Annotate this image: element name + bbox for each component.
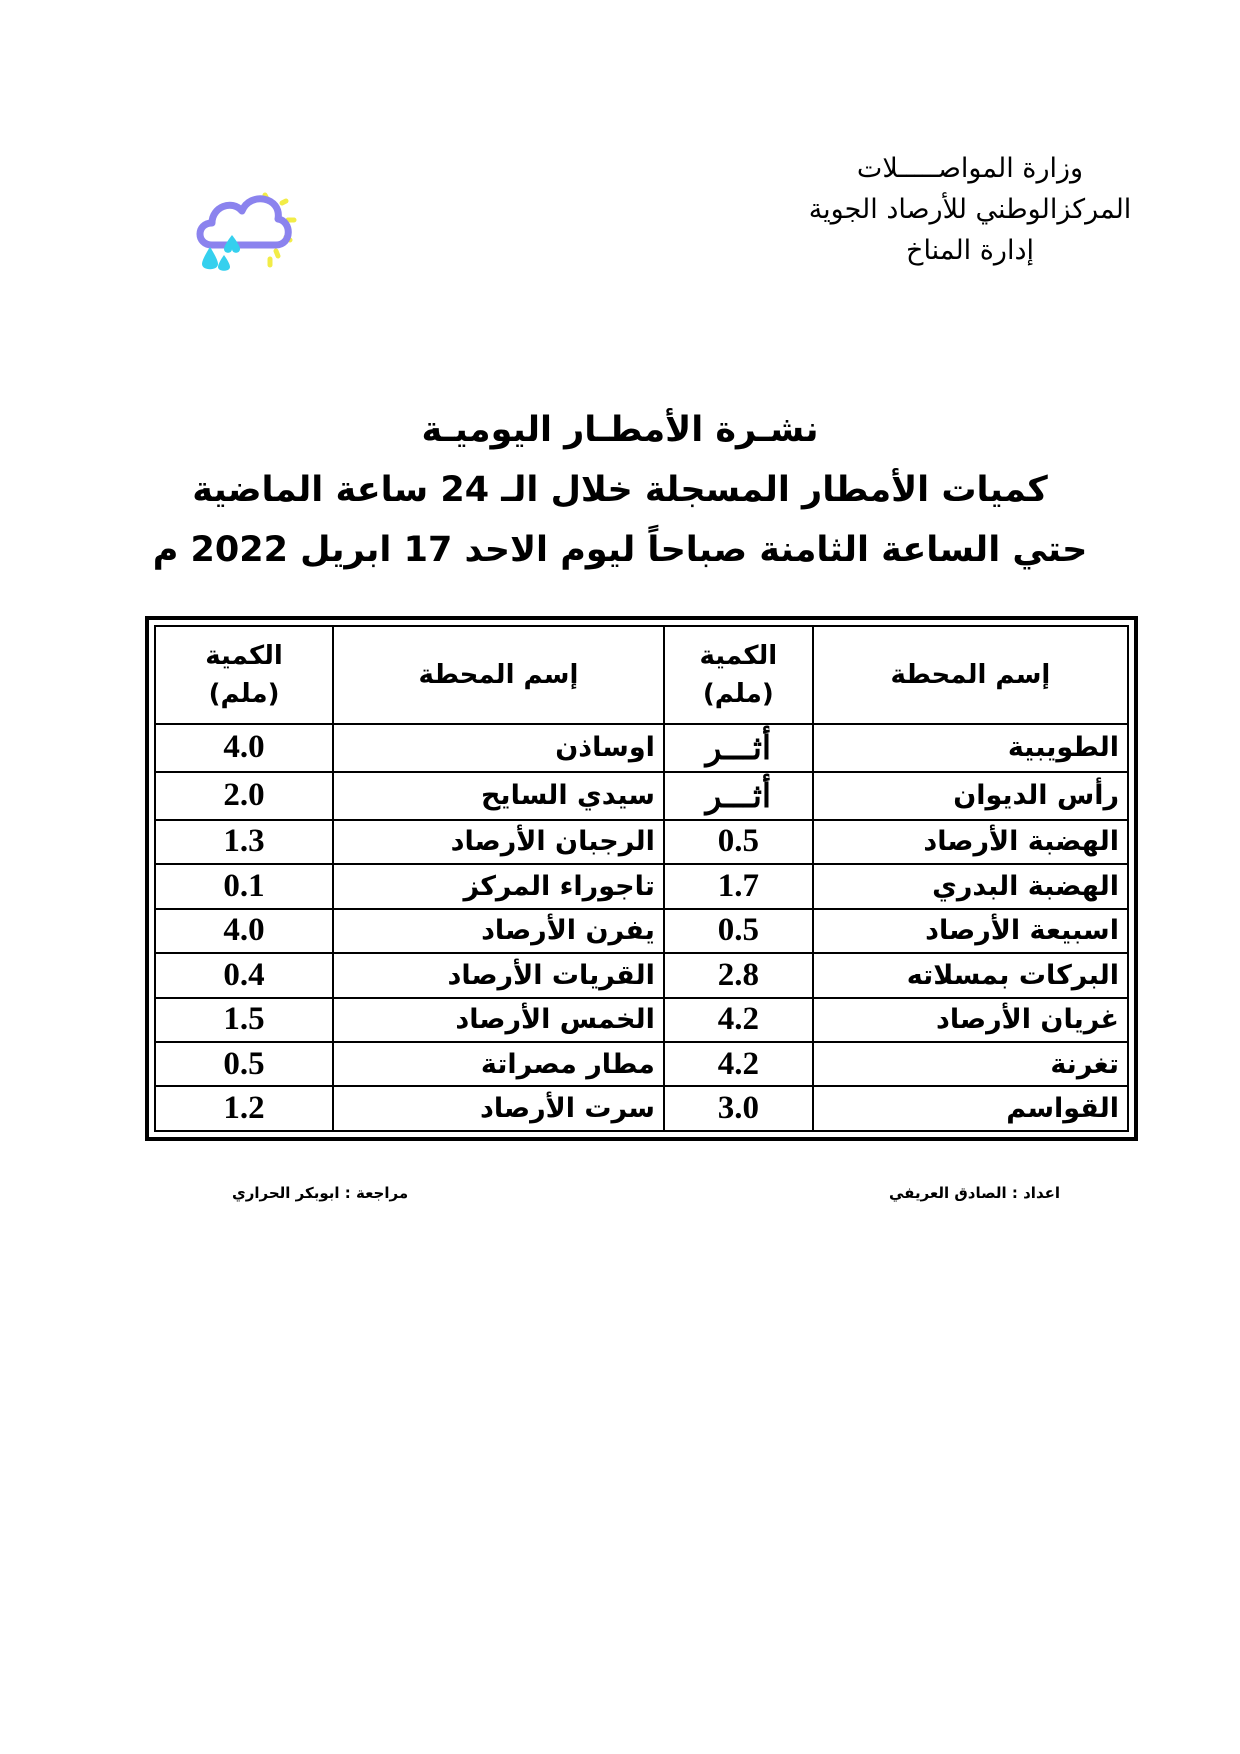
rain-amount: 0.4 [155, 953, 333, 997]
rain-amount: 4.2 [664, 1042, 813, 1086]
station-name: مطار مصراتة [333, 1042, 664, 1086]
station-name: القواسم [813, 1086, 1128, 1131]
cloud-rain-sun-icon [190, 185, 315, 285]
department-name: إدارة المناخ [906, 235, 1034, 266]
station-name: القريات الأرصاد [333, 953, 664, 997]
rain-amount: أثـــر [664, 724, 813, 772]
station-name: تغرنة [813, 1042, 1128, 1086]
table-row [155, 772, 1128, 820]
station-name: يفرن الأرصاد [333, 909, 664, 953]
station-name: الطويبية [813, 724, 1128, 772]
station-name: الهضبة البدري [813, 864, 1128, 908]
center-name: المركزالوطني للأرصاد الجوية [808, 194, 1132, 225]
bulletin-date-line: حتي الساعة الثامنة صباحاً ليوم الاحد 17 ابريل 2022 م [152, 530, 1088, 570]
table-row [155, 953, 1128, 997]
table-row [155, 909, 1128, 953]
rain-amount: 0.5 [664, 909, 813, 953]
rain-amount: 4.2 [664, 998, 813, 1042]
station-name: الرجبان الأرصاد [333, 820, 664, 864]
table-row [155, 864, 1128, 908]
rain-amount: 1.7 [664, 864, 813, 908]
station-name: اسبيعة الأرصاد [813, 909, 1128, 953]
header-amount-b [155, 626, 333, 724]
rain-amount: 3.0 [664, 1086, 813, 1131]
rain-amount: 0.5 [155, 1042, 333, 1086]
station-name: غريان الأرصاد [813, 998, 1128, 1042]
header-station-a: إسم المحطة [813, 626, 1128, 724]
rain-amount: أثـــر [664, 772, 813, 820]
rain-amount: 4.0 [155, 909, 333, 953]
rain-amount: 0.1 [155, 864, 333, 908]
table-header-row [155, 626, 1128, 724]
station-name: سرت الأرصاد [333, 1086, 664, 1131]
station-name: سيدي السايح [333, 772, 664, 820]
header-station-b: إسم المحطة [333, 626, 664, 724]
prepared-by: اعداد : الصادق العريفي [888, 1184, 1060, 1202]
header-amount-unit: (ملم) [208, 679, 280, 709]
header-amount-a [664, 626, 813, 724]
rain-amount: 1.5 [155, 998, 333, 1042]
rainfall-table-frame [145, 616, 1138, 1141]
station-name: الخمس الأرصاد [333, 998, 664, 1042]
rain-amount: 1.3 [155, 820, 333, 864]
station-name: البركات بمسلاته [813, 953, 1128, 997]
table-row [155, 1086, 1128, 1131]
table-row [155, 1042, 1128, 1086]
ministry-name: وزارة المواصـــــلات [856, 153, 1084, 184]
table-row [155, 820, 1128, 864]
bulletin-subtitle: كميات الأمطار المسجلة خلال الـ 24 ساعة الماضية [192, 470, 1048, 510]
rain-amount: 0.5 [664, 820, 813, 864]
header-amount-label: الكمية [205, 641, 283, 671]
table-row [155, 998, 1128, 1042]
rain-amount: 1.2 [155, 1086, 333, 1131]
station-name: اوساذن [333, 724, 664, 772]
rain-amount: 2.0 [155, 772, 333, 820]
reviewed-by: مراجعة : ابوبكر الحراري [232, 1184, 409, 1202]
header-amount-unit: (ملم) [702, 679, 774, 709]
ministry-header [760, 148, 1180, 271]
station-name: رأس الديوان [813, 772, 1128, 820]
rain-amount: 2.8 [664, 953, 813, 997]
rain-amount: 4.0 [155, 724, 333, 772]
station-name: تاجوراء المركز [333, 864, 664, 908]
rainfall-table [154, 625, 1129, 1132]
table-row [155, 724, 1128, 772]
bulletin-title: نشـرة الأمطـار اليوميـة [421, 410, 819, 450]
header-amount-label: الكمية [699, 641, 778, 671]
bulletin-titles [100, 400, 1140, 580]
station-name: الهضبة الأرصاد [813, 820, 1128, 864]
